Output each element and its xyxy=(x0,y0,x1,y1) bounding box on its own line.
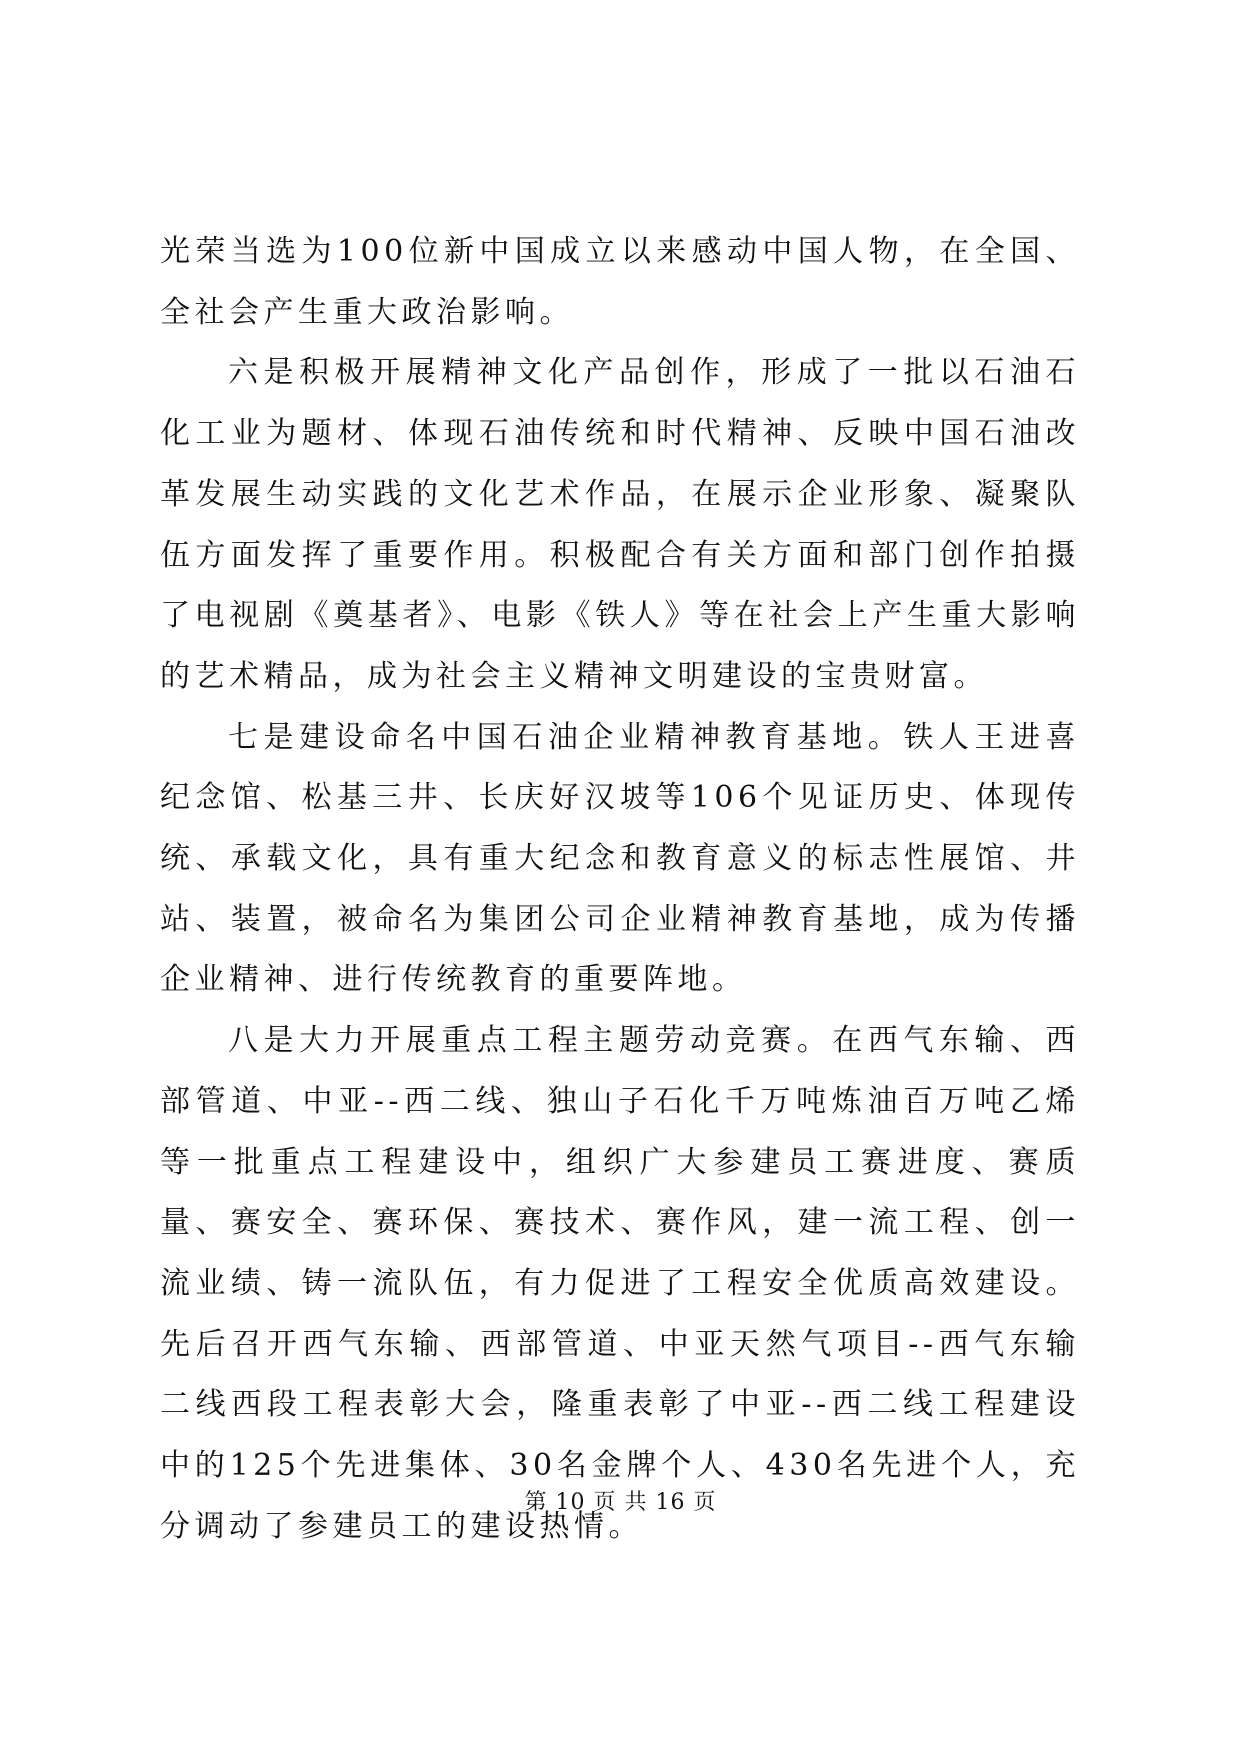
paragraph-six: 六是积极开展精神文化产品创作，形成了一批以石油石化工业为题材、体现石油传统和时代精神、反映中国石油改革发展生动实践的文化艺术作品，在展示企业形象、凝聚队伍方面发挥了重要作用。积极配合有关方面和部门创作拍摄了电视剧《奠基者》、电影《铁人》等在社会上产生重大影响的艺术精品，成为社会主义精神文明建设的宝贵财富。 xyxy=(160,355,1080,694)
paragraph-continued: 光荣当选为100位新中国成立以来感动中国人物，在全国、全社会产生重大政治影响。 xyxy=(160,234,1080,330)
page-footer: 第 10 页 共 16 页 xyxy=(524,1490,717,1515)
paragraph-seven: 七是建设命名中国石油企业精神教育基地。铁人王进喜纪念馆、松基三井、长庆好汉坡等106个见证历史、体现传统、承载文化，具有重大纪念和教育意义的标志性展馆、井站、装置，被命名为集团公司企业精神教育基地，成为传播企业精神、进行传统教育的重要阵地。 xyxy=(160,719,1080,998)
paragraph-eight: 八是大力开展重点工程主题劳动竞赛。在西气东输、西部管道、中亚--西二线、独山子石化千万吨炼油百万吨乙烯等一批重点工程建设中，组织广大参建员工赛进度、赛质量、赛安全、赛环保、赛技术、赛作风，建一流工程、创一流业绩、铸一流队伍，有力促进了工程安全优质高效建设。先后召开西气东输、西部管道、中亚天然气项目--西气东输二线西段工程表彰大会，隆重表彰了中亚--西二线工程建设中的125个先进集体、30名金牌个人、430名先进个人，充分调动了参建员工的建设热情。 xyxy=(160,1023,1080,1544)
document-body xyxy=(160,222,1080,1557)
